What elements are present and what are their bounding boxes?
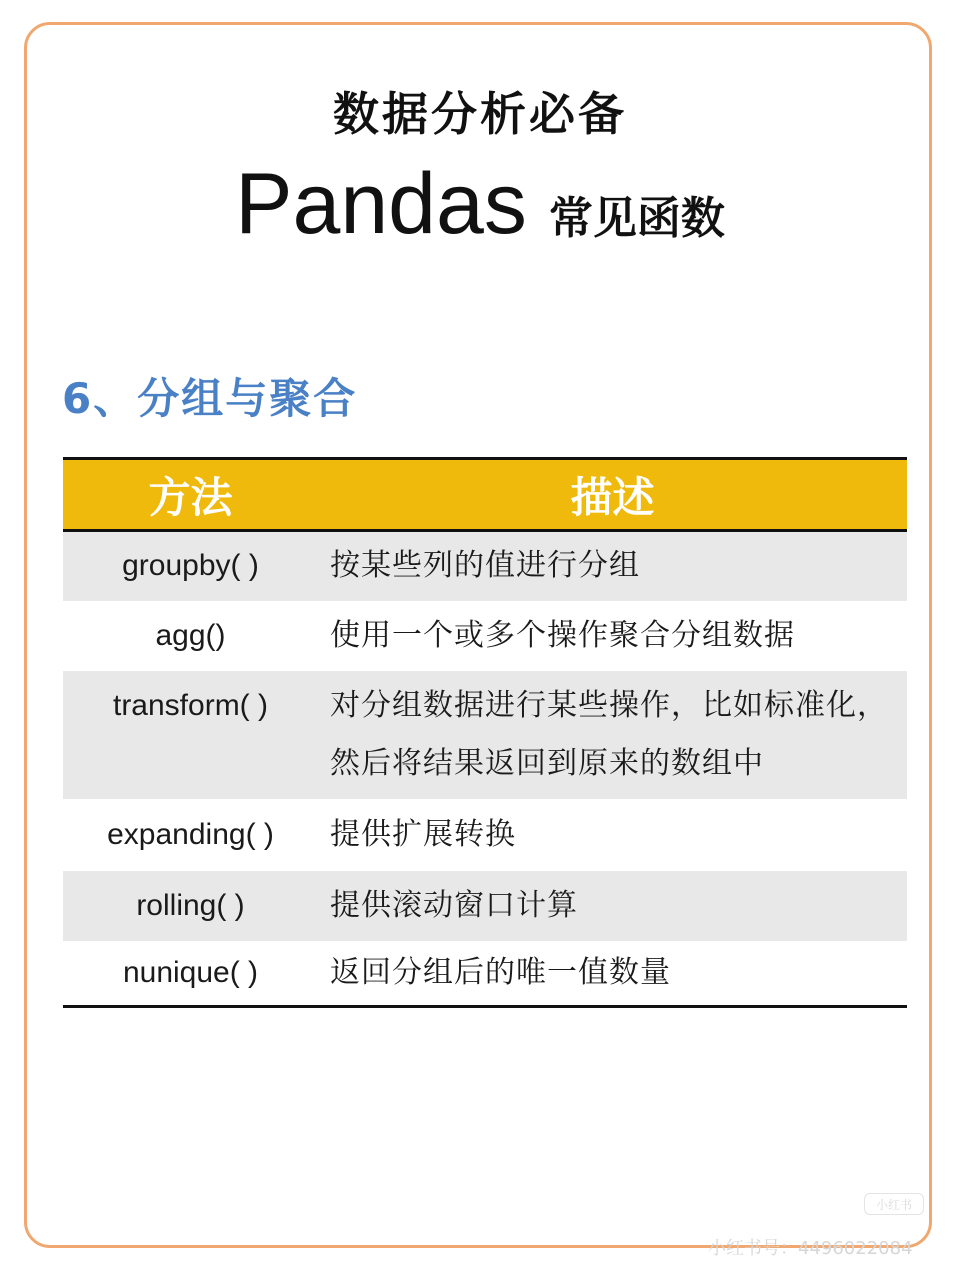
column-header-description: 描述: [318, 459, 907, 531]
table-row: [63, 531, 907, 601]
method-cell: rolling( ): [136, 888, 245, 922]
description-cell: 按某些列的值进行分组: [330, 548, 640, 584]
watermark-text: 小红书号：4496022084: [708, 1238, 913, 1259]
page-subtitle: 数据分析必备: [333, 87, 627, 141]
table-row: [63, 799, 907, 871]
table-row: [63, 871, 907, 941]
title-suffix: 常见函数: [548, 193, 725, 244]
description-cell: 返回分组后的唯一值数量: [318, 941, 907, 1007]
description-cell: 提供滚动窗口计算: [330, 887, 578, 923]
description-line: 对分组数据进行某些操作，比如标准化，: [330, 687, 888, 723]
table-row: [63, 601, 907, 671]
method-cell: agg(): [155, 618, 226, 652]
description-line: 然后将结果返回到原来的数组中: [330, 745, 764, 781]
column-header-method: 方法: [63, 459, 318, 531]
description-cell: 使用一个或多个操作聚合分组数据: [330, 617, 795, 653]
method-cell: nunique( ): [63, 941, 318, 1007]
function-table: [63, 457, 907, 1008]
method-cell: expanding( ): [107, 817, 274, 851]
page-title: [0, 155, 960, 254]
section-title: 6、分组与聚合: [62, 374, 358, 423]
title-pandas: Pandas: [235, 156, 527, 252]
description-cell: 提供扩展转换: [330, 816, 516, 852]
method-cell: transform( ): [112, 688, 268, 722]
table-row: [63, 941, 907, 1007]
table-header-row: [63, 459, 907, 531]
table-row: [63, 671, 907, 799]
watermark-badge: 小红书: [864, 1193, 924, 1215]
description-cell: [318, 671, 907, 799]
method-cell: groupby( ): [122, 549, 259, 583]
